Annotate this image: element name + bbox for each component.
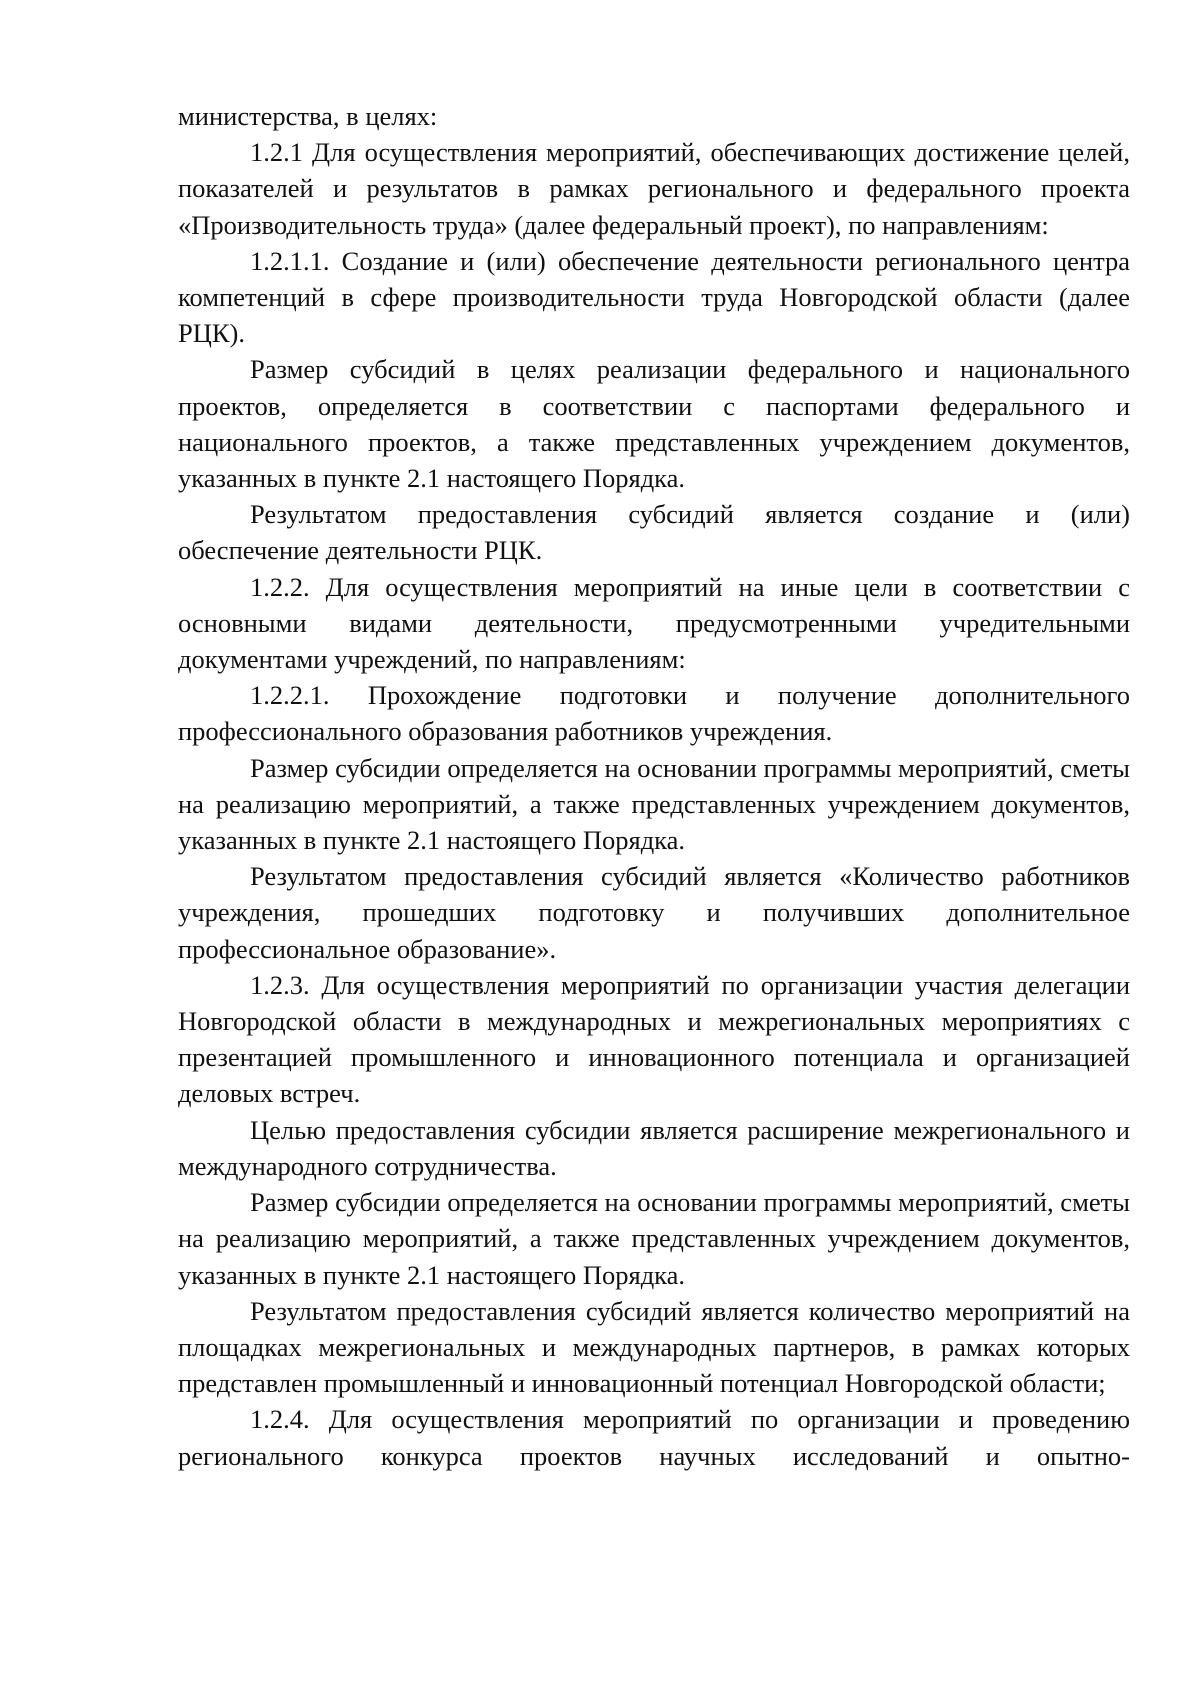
paragraph-subsidy-result-3: Результатом предоставления субсидий является количество мероприятий на площадках межрегиональных и международных партнеров, в рамках которых представлен промышленный и инновационный потенциал Новгородской области; — [178, 1295, 1130, 1399]
paragraph-1-2-4: 1.2.4. Для осуществления мероприятий по организации и проведению регионального конкурса проектов научных исследований и опытно- — [178, 1404, 1130, 1471]
paragraph-subsidy-result-2: Результатом предоставления субсидий является «Количество работников учреждения, прошедших подготовку и получивших дополнительное профессиональное образование». — [178, 861, 1130, 964]
paragraph-intro: министерства, в целях: — [178, 101, 438, 131]
document-page — [178, 98, 1130, 1474]
paragraph-subsidy-size-1: Размер субсидий в целях реализации федерального и национального проектов, определяется в соответствии с паспортами федерального и национального проектов, а также представленных учреждением документов, указанных в пункте 2.1 настоящего Порядка. — [178, 354, 1130, 494]
paragraph-1-2-1-1: 1.2.1.1. Создание и (или) обеспечение деятельности регионального центра компетенций в сфере производительности труда Новгородской области (далее РЦК). — [178, 245, 1130, 349]
paragraph-1-2-2-1: 1.2.2.1. Прохождение подготовки и получение дополнительного профессионального образования работников учреждения. — [178, 680, 1130, 747]
paragraph-subsidy-size-3: Размер субсидии определяется на основании программы мероприятий, сметы на реализацию мероприятий, а также представленных учреждением документов, указанных в пункте 2.1 настоящего Порядка. — [178, 1187, 1130, 1290]
paragraph-subsidy-result-1: Результатом предоставления субсидий является создание и (или) обеспечение деятельности РЦК. — [178, 499, 1130, 566]
paragraph-1-2-3: 1.2.3. Для осуществления мероприятий по организации участия делегации Новгородской области в международных и межрегиональных мероприятиях с презентацией промышленного и инновационного потенциала и организацией деловых встреч. — [178, 969, 1130, 1109]
paragraph-1-2-2: 1.2.2. Для осуществления мероприятий на иные цели в соответствии с основными видами деятельности, предусмотренными учредительными документами учреждений, по направлениям: — [178, 571, 1130, 675]
paragraph-subsidy-size-2: Размер субсидии определяется на основании программы мероприятий, сметы на реализацию мероприятий, а также представленных учреждением документов, указанных в пункте 2.1 настоящего Порядка. — [178, 752, 1130, 856]
paragraph-subsidy-goal-3: Целью предоставления субсидии является расширение межрегионального и международного сотрудничества. — [178, 1114, 1130, 1181]
paragraph-1-2-1: 1.2.1 Для осуществления мероприятий, обеспечивающих достижение целей, показателей и результатов в рамках регионального и федерального проекта «Производительность труда» (далее федеральный проект), по направлениям: — [178, 137, 1130, 240]
